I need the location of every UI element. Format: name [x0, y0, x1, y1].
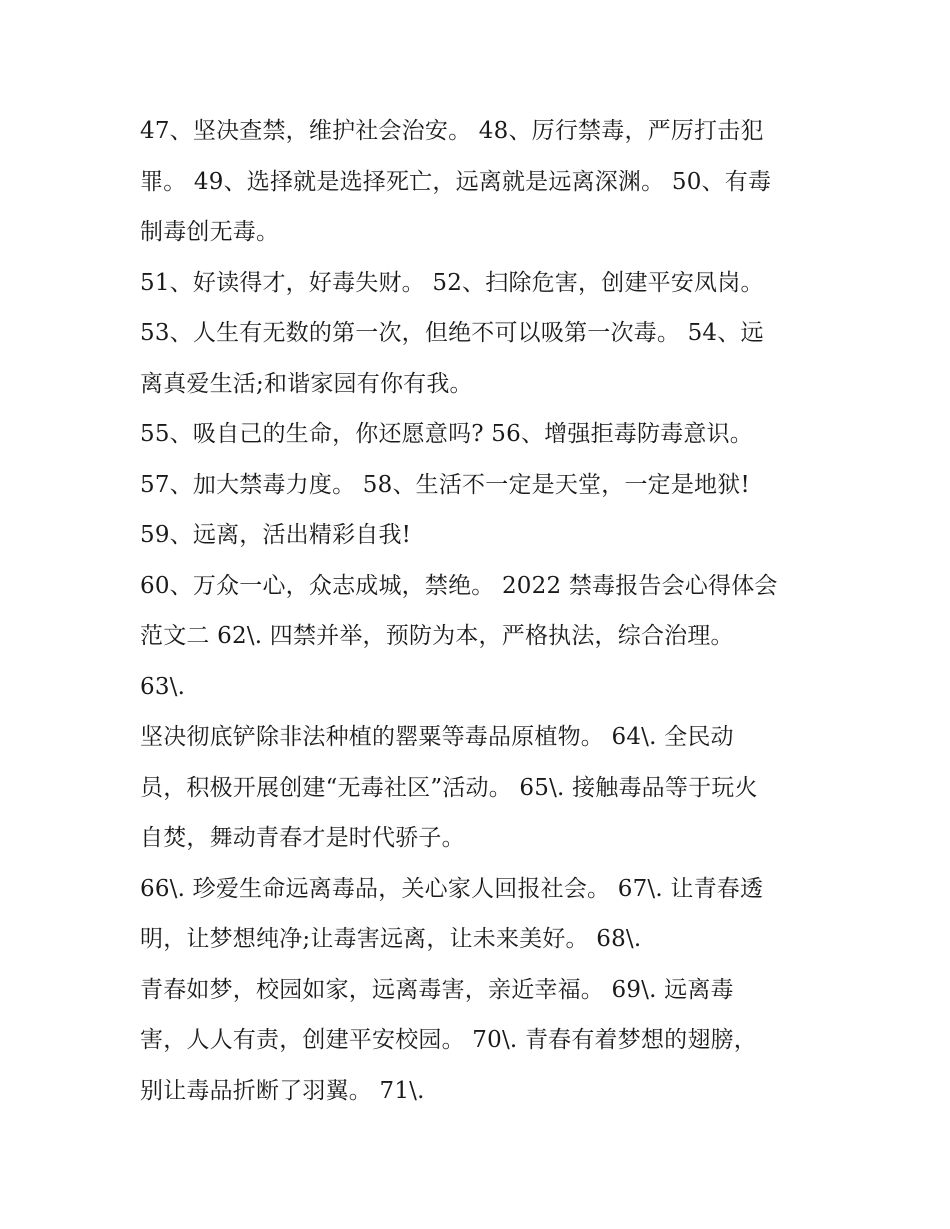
- text-line: 57、加大禁毒力度。 58、生活不一定是天堂，一定是地狱!: [140, 471, 750, 498]
- text-line: 60、万众一心，众志成城，禁绝。 2022 禁毒报告会心得体会: [140, 572, 778, 599]
- document-body: [140, 106, 820, 1116]
- text-line: 55、吸自己的生命，你还愿意吗? 56、增强拒毒防毒意识。: [140, 421, 753, 447]
- text-line: 离真爱生活;和谐家园有你有我。: [140, 370, 473, 397]
- text-line: 66\. 珍爱生命远离毒品，关心家人回报社会。 67\. 让青春透: [140, 875, 764, 902]
- text-line: 青春如梦，校园如家，远离毒害，亲近幸福。 69\. 远离毒: [140, 976, 734, 1003]
- text-line: 制毒创无毒。: [140, 219, 280, 245]
- text-line: 害，人人有责，创建平安校园。 70\. 青春有着梦想的翅膀，: [140, 1027, 757, 1053]
- text-line: 别让毒品折断了羽翼。 71\.: [140, 1077, 425, 1104]
- text-line: 53、人生有无数的第一次，但绝不可以吸第一次毒。 54、远: [140, 320, 764, 346]
- text-line: 坚决彻底铲除非法种植的罂粟等毒品原植物。 64\. 全民动: [140, 724, 734, 750]
- text-line: 自焚，舞动青春才是时代骄子。: [140, 825, 465, 851]
- text-line: 63\.: [140, 673, 186, 700]
- text-line: 明，让梦想纯净;让毒害远离，让未来美好。 68\.: [140, 926, 642, 952]
- text-line: 59、远离，活出精彩自我!: [140, 522, 412, 548]
- text-line: 范文二 62\. 四禁并举，预防为本，严格执法，综合治理。: [140, 623, 734, 649]
- text-line: 员，积极开展创建“无毒社区”活动。 65\. 接触毒品等于玩火: [140, 774, 758, 801]
- text-line: 51、好读得才，好毒失财。 52、扫除危害，创建平安凤岗。: [140, 269, 764, 296]
- text-line: 47、坚决查禁，维护社会治安。 48、厉行禁毒，严厉打击犯: [140, 118, 764, 144]
- text-line: 罪。 49、选择就是选择死亡，远离就是远离深渊。 50、有毒: [140, 168, 772, 195]
